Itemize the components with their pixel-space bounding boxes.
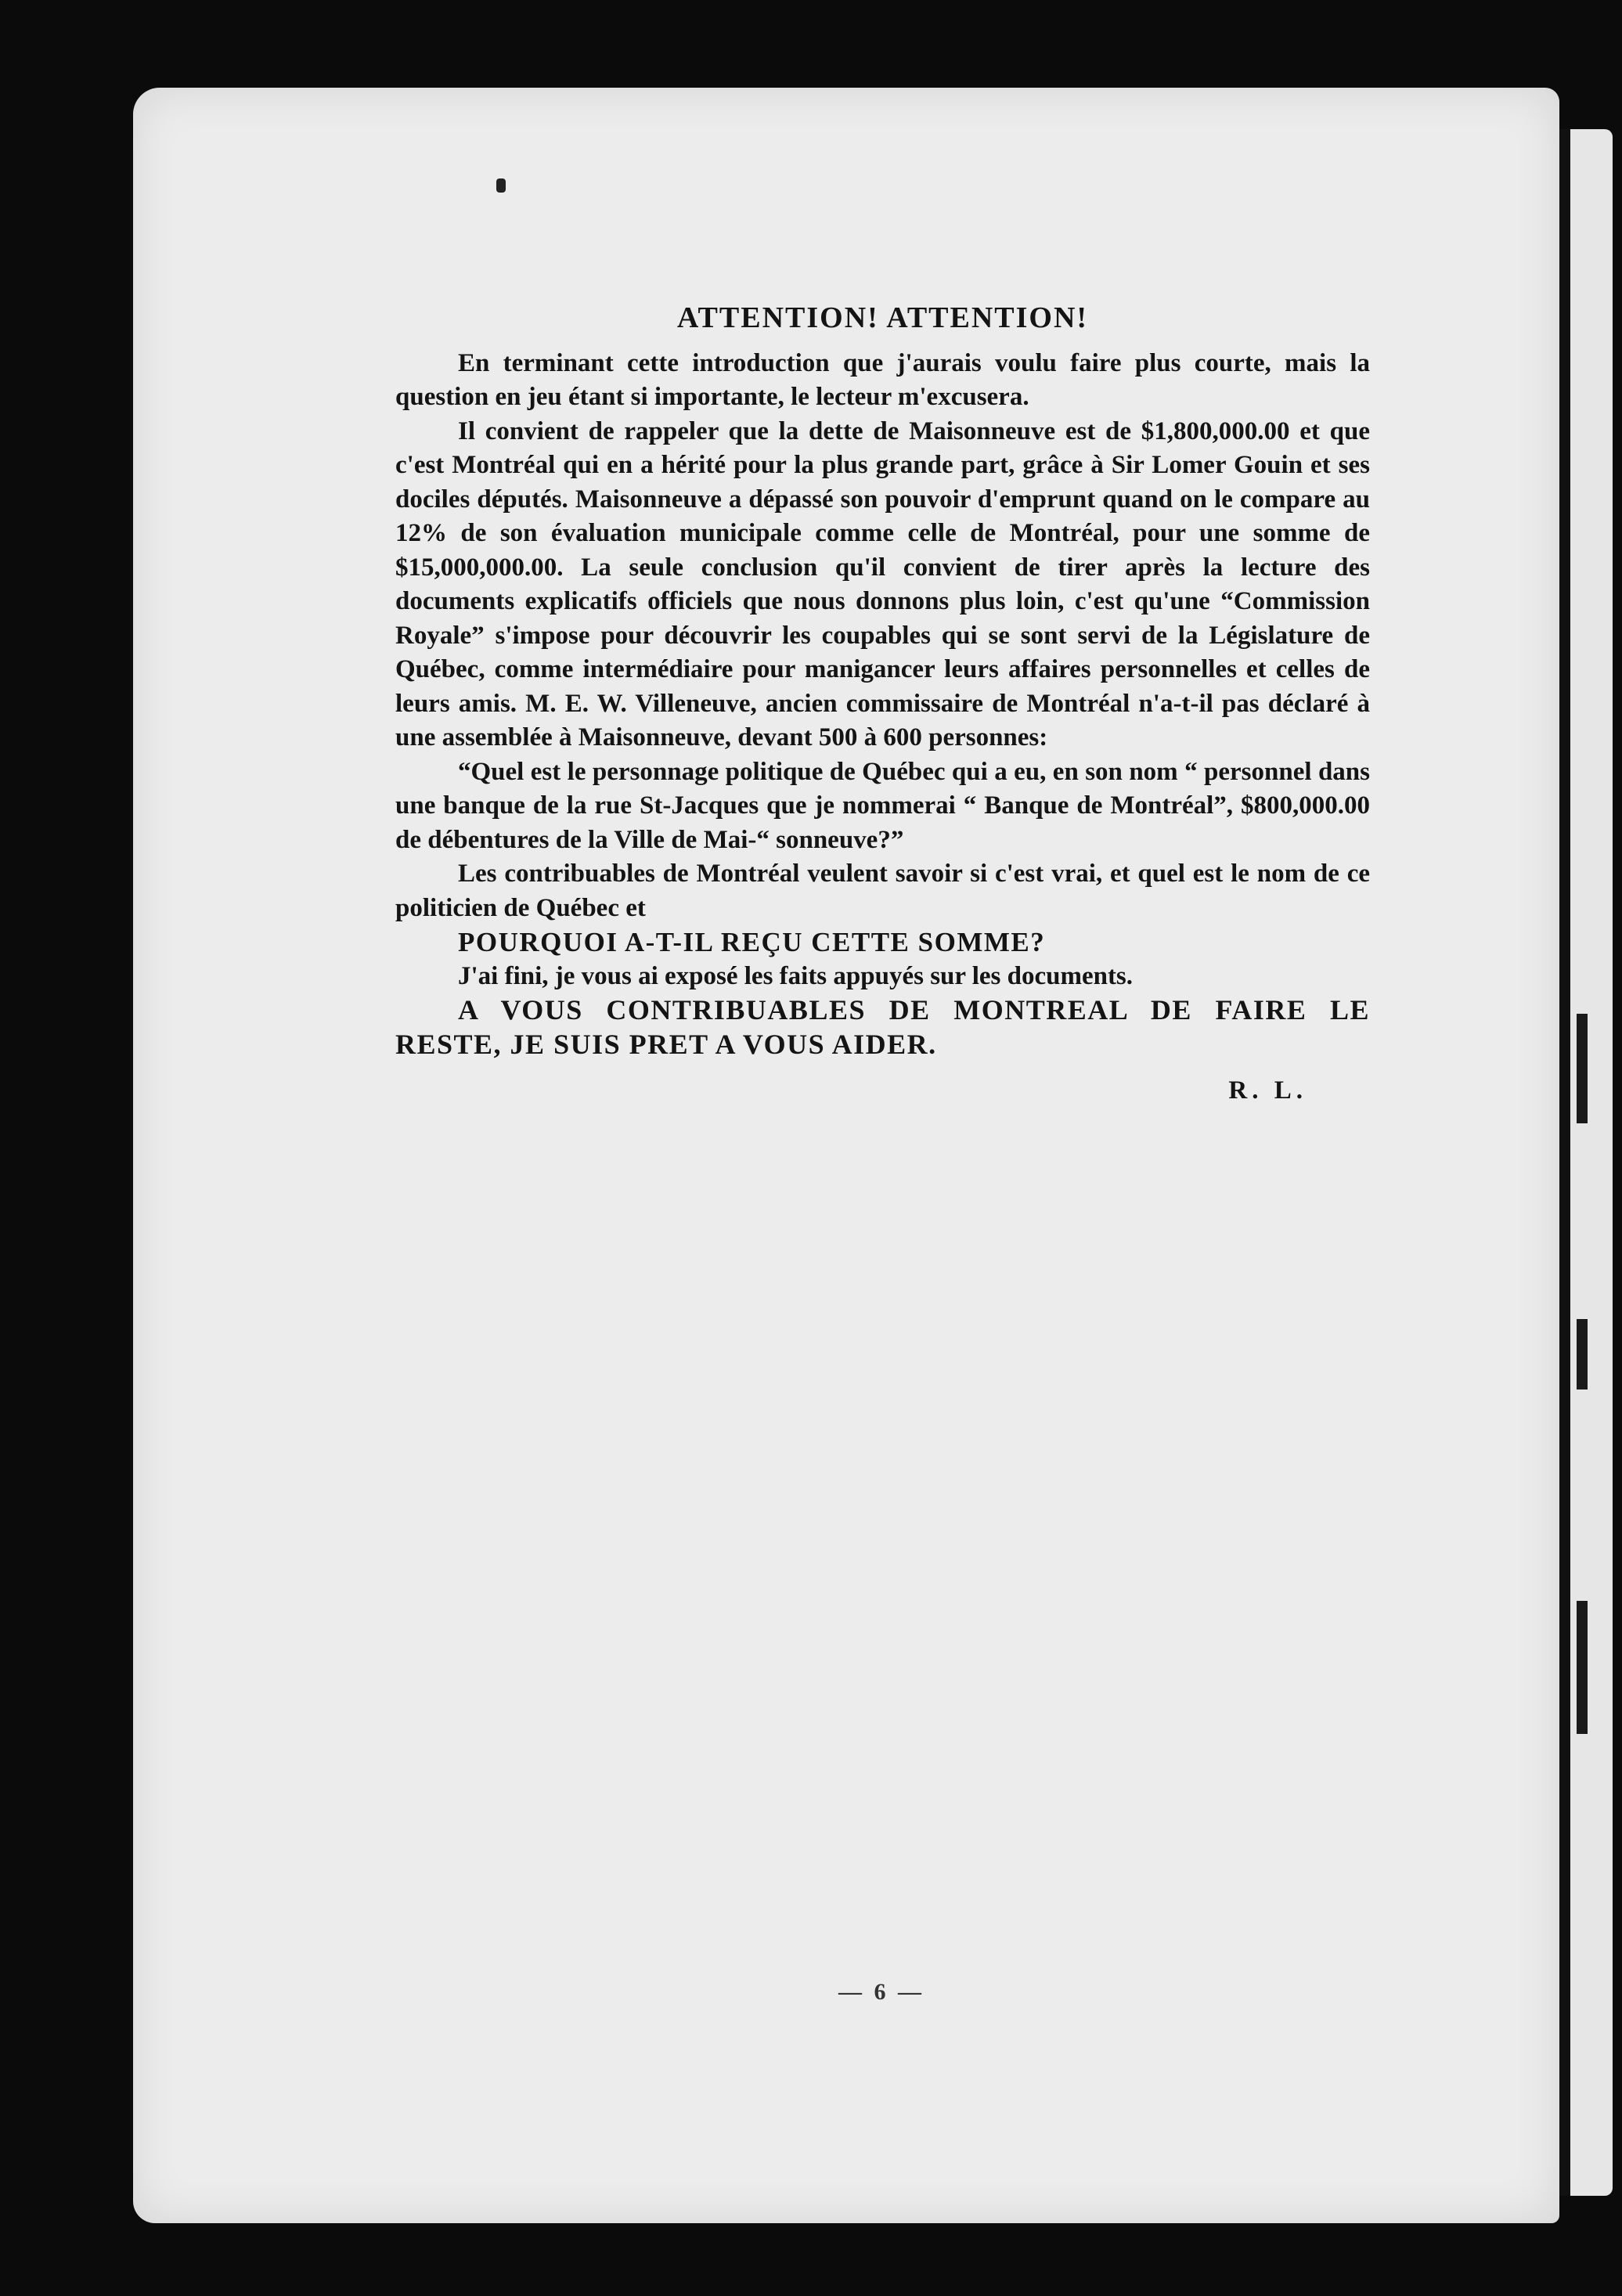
document-heading: ATTENTION! ATTENTION! bbox=[676, 301, 1089, 334]
paragraph-taxpayers: Les contribuables de Montréal veulent savoir si c'est vrai, et quel est le nom de ce politicien de Québec et bbox=[395, 860, 1370, 922]
quotation: “Quel est le personnage politique de Québec qui a eu, en son nom “ personnel dans une banque de la rue St-Jacques que je nommerai “ Banque de Montréal”, $800,000.00 de débentures de la Ville de Mai-“ sonneuve?” bbox=[395, 757, 1370, 854]
page-edge-shadow bbox=[1577, 1014, 1588, 1123]
ink-speck bbox=[496, 178, 506, 193]
document-body bbox=[395, 301, 1370, 1108]
page-edge-shadow bbox=[1577, 1601, 1588, 1734]
closing-statement: A VOUS CONTRIBUABLES DE MONTREAL DE FAIRE LE RESTE, JE SUIS PRET A VOUS AIDER. bbox=[395, 994, 1370, 1060]
next-page-edge bbox=[1559, 129, 1613, 2196]
signature: R. L. bbox=[1228, 1076, 1307, 1105]
paragraph-debt: Il convient de rappeler que la dette de Maisonneuve est de $1,800,000.00 et que c'est Montréal qui en a hérité pour la plus grande part, grâce à Sir Lomer Gouin et ses dociles députés. Maisonneuve a dépassé son pouvoir d'emprunt quand on le compare au 12% de son évaluation municipale comme celle de Montréal, pour une somme de $15,000,000.00. La seule conclusion qu'il convient de tirer après la lecture des documents explicatifs officiels que nous donnons plus loin, c'est qu'une “Commission Royale” s'impose pour découvrir les coupables qui se sont servi de la Législature de Québec, comme intermédiaire pour manigancer leurs affaires personnelles et celles de leurs amis. M. E. W. Villeneuve, ancien commissaire de Montréal n'a-t-il pas déclaré à une assemblée à Maisonneuve, devant 500 à 600 personnes: bbox=[395, 416, 1370, 752]
page-edge-shadow bbox=[1577, 1319, 1588, 1389]
paragraph-finished: J'ai fini, je vous ai exposé les faits appuyés sur les documents. bbox=[458, 961, 1134, 990]
page-number: — 6 — bbox=[838, 1979, 925, 2005]
question-line: POURQUOI A-T-IL REÇU CETTE SOMME? bbox=[458, 927, 1046, 957]
paragraph-intro: En terminant cette introduction que j'aurais voulu faire plus courte, mais la question en jeu étant si importante, le lecteur m'excusera. bbox=[395, 348, 1370, 411]
